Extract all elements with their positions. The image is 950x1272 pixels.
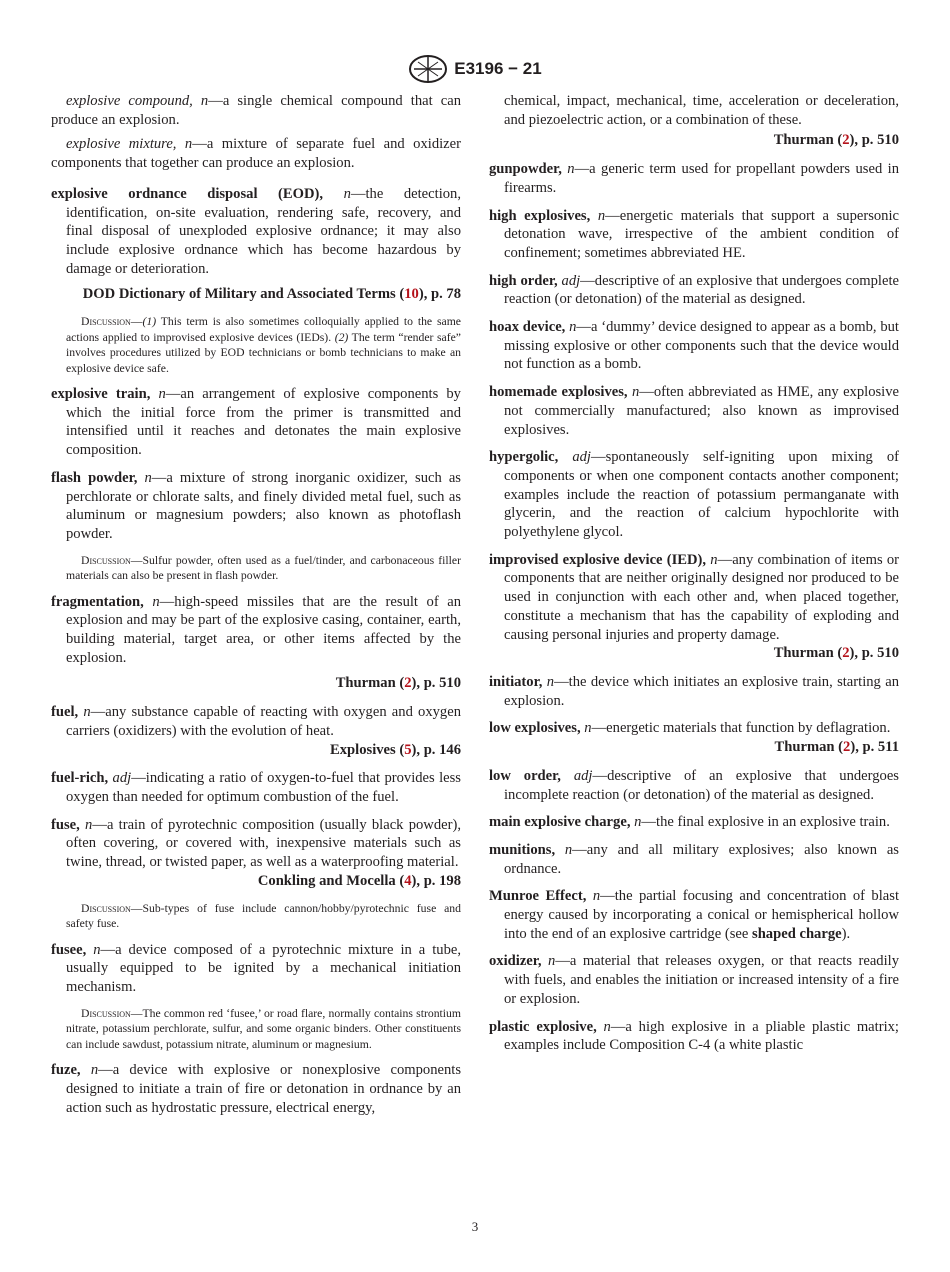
definition-fragmentation: fragmentation, n—high-speed missiles that are the result of an explosion and may be part of the explosive casing, container, earth, building material, target area, or other items affected by the explosion. (51, 593, 461, 666)
source-citation: Thurman (2), p. 510 (335, 675, 461, 692)
definition-explosive-compound: explosive compound, n—a single chemical compound that can produce an explosion. (51, 93, 461, 128)
definition-low-order: low order, adj—descriptive of an explosive that undergoes incomplete reaction (or detonation) of the material as designed. (489, 767, 899, 803)
definition-main-explosive-charge: main explosive charge, n—the final explosive in an explosive train. (489, 814, 890, 831)
source-citation: Thurman (2), p. 510 (773, 645, 899, 662)
definition-initiator: initiator, n—the device which initiates an explosive train, starting an explosion. (489, 673, 899, 709)
left-column (51, 92, 461, 1126)
definition-fuze: fuze, n—a device with explosive or nonexplosive components designed to initiate a train of fire or detonation in ordnance by an action such as hydrostatic pressure, electrical energy, (51, 1062, 462, 1116)
reference-link[interactable]: 4 (404, 872, 412, 889)
definition-oxidizer: oxidizer, n—a material that releases oxygen, or that reacts readily with fuels, and enables the initiation or increased intensity of a fire or explosion. (489, 953, 899, 1007)
page-header (0, 52, 950, 86)
right-column (489, 92, 899, 1064)
definition-high-explosives: high explosives, n—energetic materials that support a supersonic detonation wave, irrespective of the ambient condition of confinement; sometimes abbreviated HE. (489, 207, 900, 261)
definition-low-explosives: low explosives, n—energetic materials that function by deflagration. (489, 720, 891, 737)
source-citation: Thurman (2), p. 511 (774, 739, 899, 756)
source-citation: Explosives (5), p. 146 (330, 741, 461, 758)
definition-eod: explosive ordnance disposal (EOD), n—the detection, identification, on-site evaluation, rendering safe, recovery, and final disposal of unexploded explosive ordnance; it may also include explosive ordnance which has become hazardous by damage or deterioration. (51, 185, 461, 277)
definition-explosive-train: explosive train, n—an arrangement of explosive components by which the initial force from the primer is transmitted and intensified until it reaches and detonates the main explosive composition. (51, 386, 461, 459)
definition-plastic-explosive: plastic explosive, n—a high explosive in a pliable plastic matrix; examples include Composition C-4 (a white plastic (489, 1018, 899, 1054)
reference-link[interactable]: 2 (404, 675, 412, 692)
definition-munroe-effect: Munroe Effect, n—the partial focusing and concentration of blast energy caused by incorporating a conical or hemispherical hollow into the end of an explosive cartridge (see shaped charge). (489, 888, 899, 942)
definition-ied: improvised explosive device (IED), n—any combination of items or components that are neither originally designed nor produced to be used in conjunction with each other and, when placed together, constitute a mechanism that has the capability of exploding and causing personal injuries and property damage. (489, 551, 899, 643)
definition-fuze-continued: chemical, impact, mechanical, time, acceleration or deceleration, and piezoelectric action, or a combination of these. (504, 93, 899, 128)
page-number: 3 (471, 1219, 479, 1234)
definition-high-order: high order, adj—descriptive of an explosive that undergoes complete reaction (or detonation) of the material as designed. (489, 272, 899, 308)
document-number: E3196 − 21 (454, 59, 542, 78)
discussion-note: Discussion—(1) This term is also sometimes colloquially applied to the same actions applied to improvised explosive devices (IEDs). (2) The term “render safe” involves procedures utilized by EOD technicians or bomb technicians to make an explosive device safe. (66, 315, 461, 375)
discussion-note: Discussion—The common red ‘fusee,’ or road flare, normally contains strontium nitrate, potassium perchlorate, sulfur, and some organic binders. Other constituents can include sawdust, potassium nitrate, aluminum or magnesium. (66, 1006, 461, 1051)
source-citation: Thurman (2), p. 510 (773, 132, 899, 149)
discussion-note: Discussion—Sulfur powder, often used as a fuel/tinder, and carbonaceous filler materials can also be present in flash powder. (66, 553, 461, 583)
definition-homemade-explosives: homemade explosives, n—often abbreviated as HME, any explosive not commercially manufactured; also known as improvised explosives. (489, 384, 900, 438)
reference-link[interactable]: 2 (842, 645, 850, 662)
discussion-note: Discussion—Sub-types of fuse include cannon/hobby/pyrotechnic fuse and safety fuse. (66, 901, 461, 930)
definition-fuel: fuel, n—any substance capable of reacting with oxygen and oxygen carriers (oxidizers) with the evolution of heat. (51, 704, 461, 739)
definition-fuse: fuse, n—a train of pyrotechnic composition (usually black powder), often covering, or covered with, inexpensive materials such as twine, thread, or twisted paper, as well as a waterproofing material. (51, 816, 461, 871)
source-citation: Conkling and Mocella (4), p. 198 (257, 872, 461, 889)
definition-gunpowder: gunpowder, n—a generic term used for propellant powders used in firearms. (489, 161, 899, 196)
definition-fuel-rich: fuel-rich, adj—indicating a ratio of oxygen-to-fuel that provides less oxygen than needed for optimum combustion of the fuel. (51, 770, 461, 805)
definition-hoax-device: hoax device, n—a ‘dummy’ device designed to appear as a bomb, but missing explosive or other components such that the device would not function as a bomb. (489, 319, 899, 373)
definition-munitions: munitions, n—any and all military explosives; also known as ordnance. (489, 841, 899, 877)
astm-logo-icon (408, 54, 448, 84)
definition-hypergolic: hypergolic, adj—spontaneously self-igniting upon mixing of components or when one component contacts another component; examples include the reaction of potassium permanganate with glycerin, and the reaction of calcium hypochlorite with polyethylene glycol. (489, 449, 899, 541)
reference-link[interactable]: 5 (404, 741, 412, 758)
definition-explosive-mixture: explosive mixture, n—a mixture of separate fuel and oxidizer components that together can produce an explosion. (51, 136, 461, 172)
source-citation: DOD Dictionary of Military and Associated Terms (10), p. 78 (82, 286, 461, 303)
reference-link[interactable]: 2 (843, 739, 851, 756)
definition-flash-powder: flash powder, n—a mixture of strong inorganic oxidizer, such as perchlorate or chlorate salts, and finely divided metal fuel, such as aluminum or magnesium powders; also known as photoflash powder. (51, 469, 461, 542)
definition-fusee: fusee, n—a device composed of a pyrotechnic mixture in a tube, usually equipped to be ignited by a mechanical initiation mechanism. (51, 941, 461, 995)
reference-link[interactable]: 10 (404, 286, 419, 303)
reference-link[interactable]: 2 (842, 132, 850, 149)
